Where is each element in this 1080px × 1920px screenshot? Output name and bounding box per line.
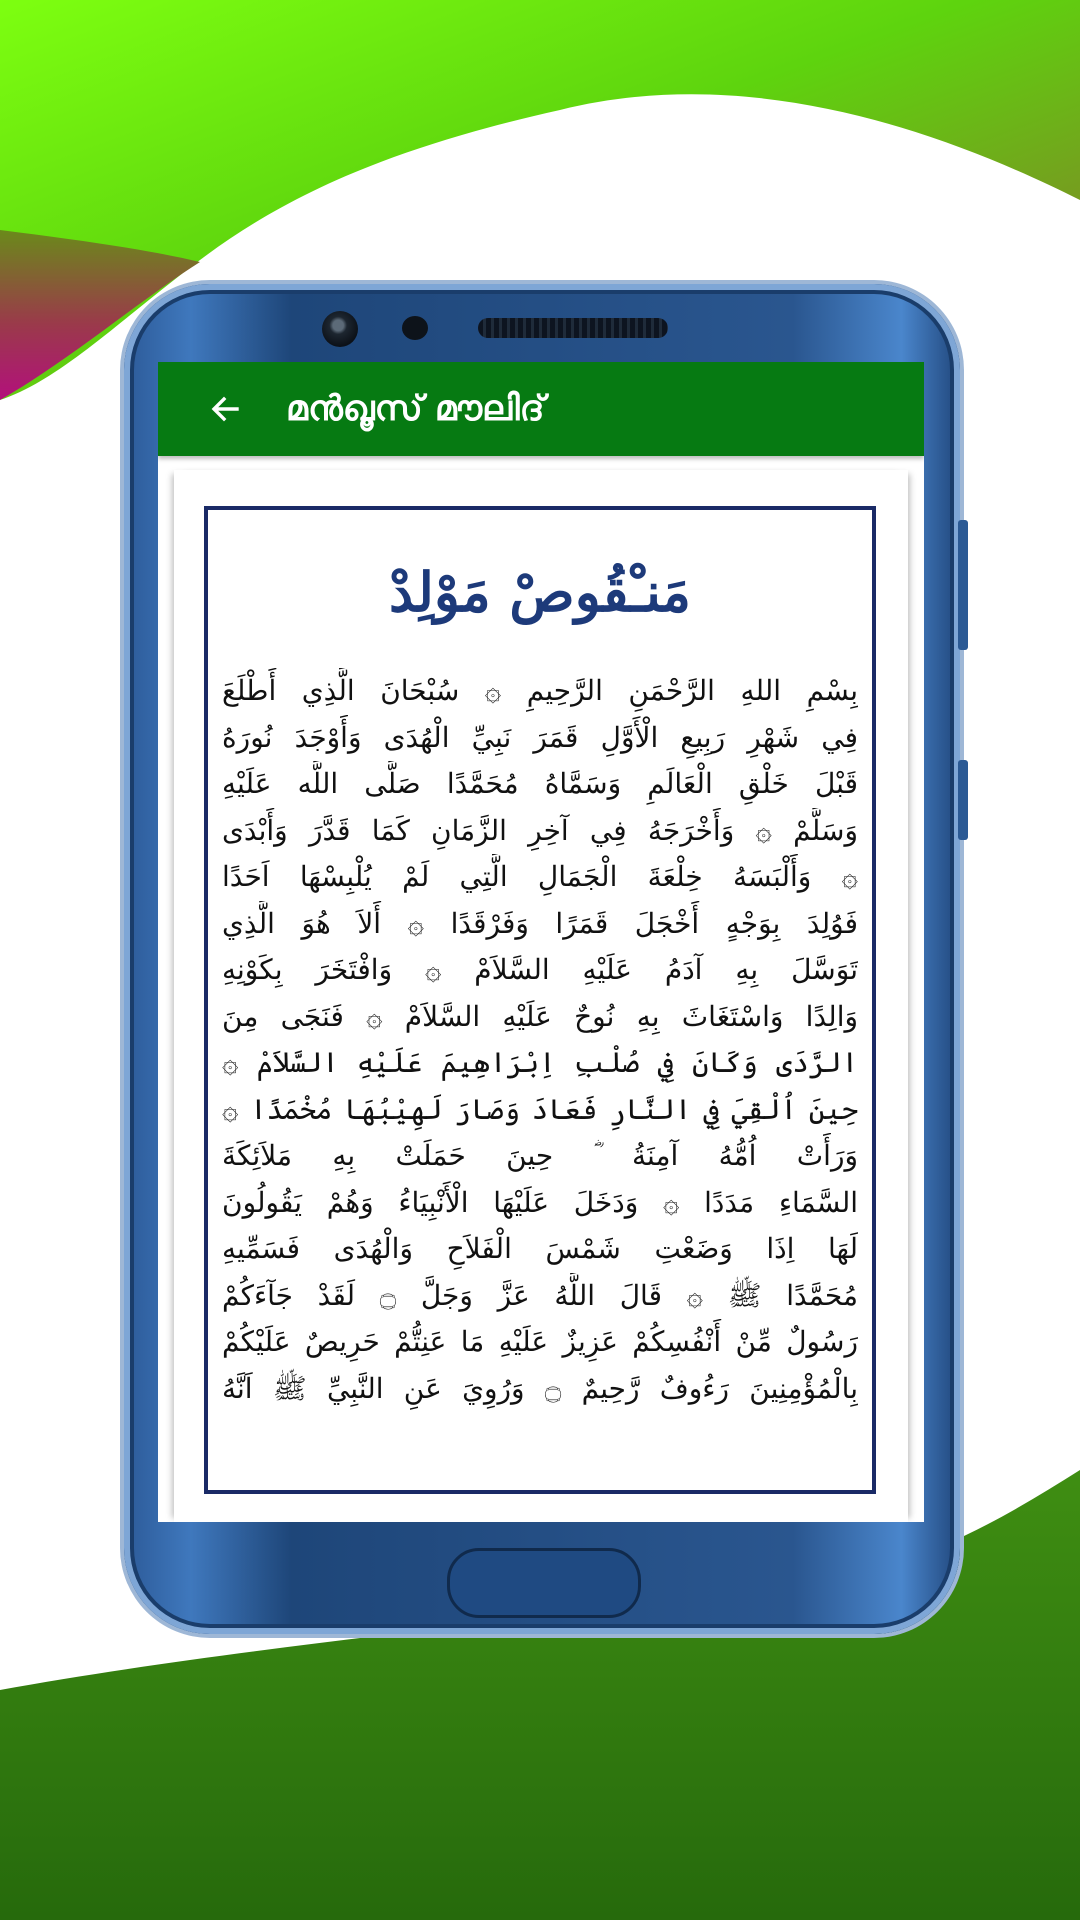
text-line: فِي شَهْرِ رَبِيعِ الْأَوَّلِ قَمَرَ نَبِيِّ الْهُدَى وَأَوْجَدَ نُورَهُ — [222, 720, 858, 754]
text-line: مُحَمَّدًا ﷺ ۞ قَالَ اللَّهُ عَزَّ وَجَلَّ ۝ لَقَدْ جَآءَكُمْ — [222, 1278, 858, 1312]
text-line: وَسَلَّمْ ۞ وَأَخْرَجَهُ فِي آخِرِ الزَّمَانِ كَمَا قَدَّرَ وَأَبْدَى — [222, 813, 858, 847]
document-page[interactable] — [174, 470, 908, 1522]
text-line: وَرَأَتْ اُمُّهُ آمِنَةُ ؓ حِينَ حَمَلَتْ بِهِ مَلاَئِكَةَ — [222, 1139, 858, 1172]
text-line: الرَّدَى وَكَانَ فِي صُلْبِ اِبْرَاهِيمَ عَلَيْهِ السَّلاَمْ ۞ — [222, 1046, 858, 1079]
text-line: وَالِدًا وَاسْتَغَاثَ بِهِ نُوحٌ عَلَيْهِ السَّلاَمْ ۞ فَنَجَى مِنَ — [222, 999, 858, 1033]
text-line: فَوُلِدَ بِوَجْهٍ أَخْجَلَ قَمَرًا وَفَرْقَدًا ۞ أَلاَ هُوَ الَّذِي — [222, 906, 858, 940]
app-bar — [158, 362, 924, 456]
camera-icon — [322, 311, 358, 347]
phone-side-button — [958, 520, 968, 650]
phone-screen — [158, 362, 924, 1522]
arrow-left-icon[interactable] — [190, 374, 260, 444]
page-title: മൻഖൂസ് മൗലിദ് — [286, 389, 545, 429]
document-body — [222, 668, 858, 1412]
text-line: بِالْمُؤْمِنِينَ رَءُوفٌ رَّحِيمٌ ۝ وَرُوِيَ عَنِ النَّبِيِّ ﷺ اَنَّهُ — [222, 1371, 858, 1405]
text-line: لَهَا اِذَا وَضَعْتِ شَمْسَ الْفَلاَحِ وَالْهُدَى فَسَمِّيهِ — [222, 1232, 858, 1265]
sensor-icon — [402, 316, 428, 340]
speaker-grille — [478, 318, 668, 338]
text-line: السَّمَاءِ مَدَدًا ۞ وَدَخَلَ عَلَيْهَا الْأَنْبِيَاءُ وَهُمْ يَقُولُونَ — [222, 1185, 858, 1219]
text-line: قَبْلَ خَلْقِ الْعَالَمِ وَسَمَّاهُ مُحَمَّدًا صَلَّى اللَّه عَلَيْهِ — [222, 767, 858, 800]
home-button[interactable] — [447, 1548, 641, 1618]
text-line: ۞ وَأَلْبَسَهُ خِلْعَةَ الْجَمَالِ الَّتِي لَمْ يُلْبِسْهَا اَحَدًا — [222, 860, 858, 893]
text-line: تَوَسَّلَ بِهِ آدَمُ عَلَيْهِ السَّلاَمْ ۞ وَافْتَخَرَ بِكَوْنِهِ — [222, 953, 858, 986]
phone-side-button — [958, 760, 968, 840]
text-line: رَسُولٌ مِّنْ أَنْفُسِكُمْ عَزِيزٌ عَلَيْهِ مَا عَنِتُّمْ حَرِيصٌ عَلَيْكُمْ — [222, 1325, 858, 1358]
document-heading: مَنـْقُوصْ مَوْلِدْ — [389, 560, 691, 624]
text-line: بِسْمِ اللهِ الرَّحْمَنِ الرَّحِيمِ ۞ سُبْحَانَ الَّذِي أَطْلَعَ — [222, 674, 858, 707]
document-frame — [204, 506, 876, 1494]
text-line: حِينَ اُلْقِيَ فِي النَّارِ فَعَادَ وَصَارَ لَهِيْبُهَا مُخْمَدًا ۞ — [222, 1092, 858, 1126]
